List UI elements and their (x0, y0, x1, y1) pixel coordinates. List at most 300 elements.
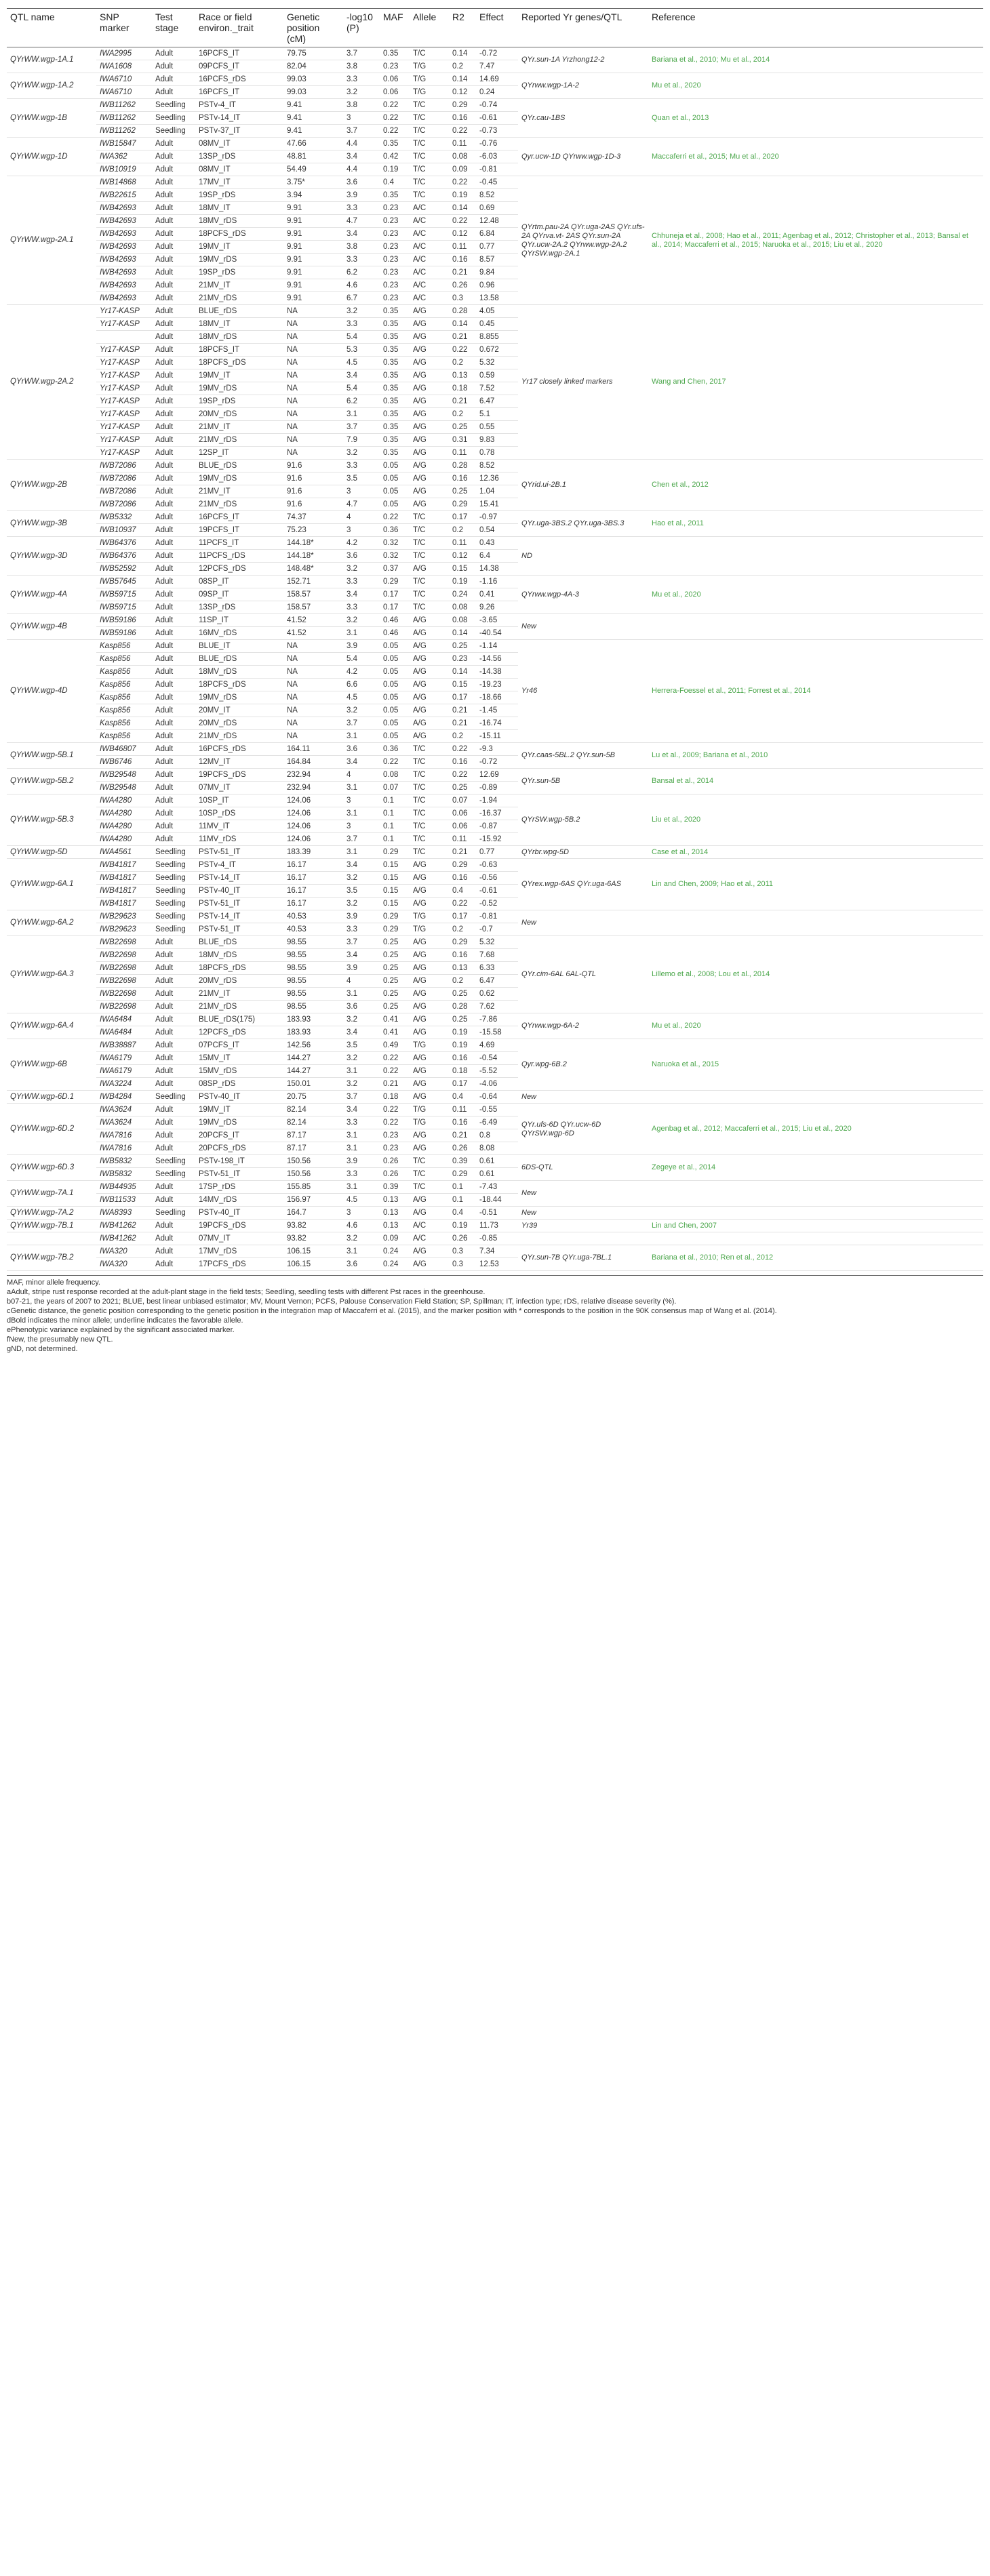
r-squared: 0.16 (449, 1052, 476, 1065)
test-stage: Adult (152, 1129, 195, 1142)
race-environ: 18MV_rDS (195, 331, 283, 344)
r-squared: 0.14 (449, 627, 476, 640)
reference-link[interactable]: Bariana et al., 2010; Ren et al., 2012 (648, 1245, 983, 1271)
maf: 0.49 (380, 1039, 410, 1052)
allele: A/G (410, 1013, 449, 1026)
log-p: 4.6 (343, 1220, 380, 1232)
genetic-position: 16.17 (283, 859, 343, 872)
test-stage: Adult (152, 1078, 195, 1091)
effect: 0.77 (476, 846, 518, 859)
maf: 0.05 (380, 717, 410, 730)
maf: 0.05 (380, 691, 410, 704)
effect: -0.89 (476, 782, 518, 794)
log-p: 6.7 (343, 292, 380, 305)
maf: 0.23 (380, 1129, 410, 1142)
log-p: 3.7 (343, 47, 380, 60)
allele: T/C (410, 576, 449, 588)
maf: 0.22 (380, 112, 410, 125)
reference-link[interactable]: Lin and Chen, 2007 (648, 1220, 983, 1232)
table-row (7, 138, 983, 150)
snp-marker: Yr17-KASP (96, 434, 152, 447)
race-environ: 07MV_IT (195, 782, 283, 794)
race-environ: 18PCFS_rDS (195, 357, 283, 369)
snp-marker: IWB42693 (96, 266, 152, 279)
qtl-name: QYrWW.wgp-6D.3 (7, 1155, 96, 1181)
allele: A/G (410, 1065, 449, 1078)
r-squared: 0.2 (449, 60, 476, 73)
race-environ: 19PCFS_rDS (195, 1220, 283, 1232)
table-row (7, 614, 983, 627)
log-p: 4 (343, 511, 380, 524)
effect: 0.43 (476, 537, 518, 550)
test-stage: Adult (152, 357, 195, 369)
genetic-position: NA (283, 653, 343, 666)
race-environ: PSTv-4_IT (195, 99, 283, 112)
race-environ: 20MV_rDS (195, 717, 283, 730)
allele: T/C (410, 1155, 449, 1168)
race-environ: 12PCFS_rDS (195, 1026, 283, 1039)
snp-marker: IWB11262 (96, 112, 152, 125)
race-environ: 16PCFS_IT (195, 511, 283, 524)
genetic-position: 183.93 (283, 1026, 343, 1039)
log-p: 3.9 (343, 962, 380, 975)
table-row (7, 1104, 983, 1116)
test-stage: Adult (152, 936, 195, 949)
footnote: dBold indicates the minor allele; underline indicates the favorable allele. (7, 1316, 243, 1325)
race-environ: PSTv-51_IT (195, 898, 283, 910)
genetic-position: 87.17 (283, 1129, 343, 1142)
allele: A/G (410, 318, 449, 331)
maf: 0.25 (380, 936, 410, 949)
log-p: 3.1 (343, 1129, 380, 1142)
genetic-position: 9.91 (283, 292, 343, 305)
r-squared: 0.12 (449, 550, 476, 563)
log-p: 3.8 (343, 60, 380, 73)
r-squared: 0.15 (449, 563, 476, 576)
log-p: 4.5 (343, 357, 380, 369)
log-p: 3.6 (343, 550, 380, 563)
maf: 0.25 (380, 1001, 410, 1013)
allele: T/C (410, 588, 449, 601)
table-row (7, 859, 983, 872)
allele: A/G (410, 1052, 449, 1065)
r-squared: 0.14 (449, 202, 476, 215)
effect: -14.38 (476, 666, 518, 679)
test-stage: Adult (152, 691, 195, 704)
race-environ: 12PCFS_rDS (195, 563, 283, 576)
reference-link[interactable]: Chhuneja et al., 2008; Hao et al., 2011; Agenbag et al., 2012; Christopher et al., 2013; Bansal et al., 2014; Maccaferri et al., 2015; Naruoka et al., 2015; Liu et al., 2020 (648, 176, 983, 305)
race-environ: PSTv-51_IT (195, 923, 283, 936)
race-environ: 13SP_rDS (195, 150, 283, 163)
allele: A/C (410, 1220, 449, 1232)
reference-link[interactable]: Naruoka et al., 2015 (648, 1039, 983, 1091)
race-environ: BLUE_rDS (195, 460, 283, 472)
log-p: 3.2 (343, 305, 380, 318)
race-environ: 09PCFS_IT (195, 60, 283, 73)
log-p: 3.2 (343, 563, 380, 576)
qtl-name: QYrWW.wgp-1D (7, 138, 96, 176)
r-squared: 0.11 (449, 138, 476, 150)
effect: 4.69 (476, 1039, 518, 1052)
race-environ: 19MV_IT (195, 369, 283, 382)
effect: -0.72 (476, 47, 518, 60)
maf: 0.22 (380, 99, 410, 112)
r-squared: 0.25 (449, 1013, 476, 1026)
table-row (7, 99, 983, 112)
maf: 0.1 (380, 820, 410, 833)
effect: -0.56 (476, 872, 518, 885)
effect: -19.23 (476, 679, 518, 691)
snp-marker: IWA3224 (96, 1078, 152, 1091)
maf: 0.35 (380, 331, 410, 344)
reference-link[interactable]: Mu et al., 2020 (648, 576, 983, 614)
log-p: 3.3 (343, 1168, 380, 1181)
table-row (7, 1155, 983, 1168)
reference-link[interactable] (648, 1207, 983, 1220)
genetic-position: 152.71 (283, 576, 343, 588)
race-environ: 21MV_IT (195, 279, 283, 292)
snp-marker (96, 331, 152, 344)
table-container (7, 8, 983, 1354)
snp-marker: IWB41817 (96, 872, 152, 885)
race-environ: 20MV_rDS (195, 408, 283, 421)
race-environ: 18MV_rDS (195, 666, 283, 679)
log-p: 3.3 (343, 318, 380, 331)
effect: -1.45 (476, 704, 518, 717)
reference-link[interactable]: Maccaferri et al., 2015; Mu et al., 2020 (648, 138, 983, 176)
snp-marker: IWB72086 (96, 498, 152, 511)
reported-yr-genes: 6DS-QTL (518, 1155, 648, 1181)
maf: 0.05 (380, 485, 410, 498)
maf: 0.23 (380, 60, 410, 73)
allele: A/G (410, 563, 449, 576)
reference-link[interactable]: Mu et al., 2020 (648, 73, 983, 99)
snp-marker: IWB41817 (96, 859, 152, 872)
allele: T/C (410, 1168, 449, 1181)
reference-link[interactable]: Quan et al., 2013 (648, 99, 983, 138)
genetic-position: NA (283, 704, 343, 717)
table-row (7, 73, 983, 86)
snp-marker: IWA6179 (96, 1065, 152, 1078)
table-row (7, 176, 983, 189)
footnote: MAF, minor allele frequency. (7, 1279, 100, 1287)
effect: 7.47 (476, 60, 518, 73)
test-stage: Adult (152, 189, 195, 202)
maf: 0.05 (380, 460, 410, 472)
race-environ: 19SP_rDS (195, 266, 283, 279)
r-squared: 0.29 (449, 498, 476, 511)
qtl-name: QYrWW.wgp-4A (7, 576, 96, 614)
reference-link[interactable]: Agenbag et al., 2012; Maccaferri et al., 2015; Liu et al., 2020 (648, 1104, 983, 1155)
genetic-position: NA (283, 395, 343, 408)
effect: -0.74 (476, 99, 518, 112)
test-stage: Adult (152, 254, 195, 266)
test-stage: Adult (152, 1013, 195, 1026)
r-squared: 0.25 (449, 782, 476, 794)
test-stage: Adult (152, 305, 195, 318)
allele: A/G (410, 1078, 449, 1091)
snp-marker: IWB6746 (96, 756, 152, 769)
allele: A/G (410, 305, 449, 318)
qtl-name: QYrWW.wgp-4B (7, 614, 96, 640)
reported-yr-genes: QYr.uga-3BS.2 QYr.uga-3BS.3 (518, 511, 648, 537)
test-stage: Adult (152, 266, 195, 279)
snp-marker: IWB5832 (96, 1155, 152, 1168)
test-stage: Adult (152, 485, 195, 498)
allele: A/G (410, 949, 449, 962)
snp-marker: IWB10937 (96, 524, 152, 537)
snp-marker: Kasp856 (96, 679, 152, 691)
log-p: 5.4 (343, 331, 380, 344)
effect: -3.65 (476, 614, 518, 627)
test-stage: Adult (152, 576, 195, 588)
log-p: 3.6 (343, 176, 380, 189)
genetic-position: 3.94 (283, 189, 343, 202)
snp-marker: IWB29548 (96, 782, 152, 794)
race-environ: 16PCFS_rDS (195, 743, 283, 756)
effect: -0.55 (476, 1104, 518, 1116)
qtl-name: QYrWW.wgp-1A.1 (7, 47, 96, 73)
test-stage: Adult (152, 382, 195, 395)
r-squared: 0.25 (449, 485, 476, 498)
r-squared: 0.08 (449, 601, 476, 614)
allele: T/G (410, 923, 449, 936)
snp-marker: Yr17-KASP (96, 382, 152, 395)
log-p: 4.5 (343, 691, 380, 704)
r-squared: 0.11 (449, 833, 476, 846)
allele: T/G (410, 60, 449, 73)
log-p: 3.2 (343, 1078, 380, 1091)
allele: T/C (410, 138, 449, 150)
reference-link[interactable] (648, 614, 983, 640)
reference-link[interactable] (648, 910, 983, 936)
effect: -16.37 (476, 807, 518, 820)
test-stage: Adult (152, 563, 195, 576)
r-squared: 0.07 (449, 794, 476, 807)
snp-marker: Yr17-KASP (96, 305, 152, 318)
r-squared: 0.3 (449, 1258, 476, 1271)
reference-link[interactable]: Lu et al., 2009; Bariana et al., 2010 (648, 743, 983, 769)
reported-yr-genes: ND (518, 537, 648, 576)
genetic-position: 124.06 (283, 833, 343, 846)
log-p: 3.1 (343, 807, 380, 820)
race-environ: 19MV_rDS (195, 1116, 283, 1129)
maf: 0.29 (380, 910, 410, 923)
effect: 6.4 (476, 550, 518, 563)
race-environ: PSTv-14_IT (195, 872, 283, 885)
effect: -0.61 (476, 885, 518, 898)
maf: 0.05 (380, 640, 410, 653)
effect: 7.52 (476, 382, 518, 395)
test-stage: Seedling (152, 1091, 195, 1104)
genetic-position: 41.52 (283, 614, 343, 627)
allele: A/G (410, 331, 449, 344)
log-p: 3.5 (343, 885, 380, 898)
snp-marker: Kasp856 (96, 653, 152, 666)
qtl-name: QYrWW.wgp-7A.2 (7, 1207, 96, 1220)
reported-yr-genes: QYr.sun-7B QYr.uga-7BL.1 (518, 1245, 648, 1271)
table-row (7, 537, 983, 550)
snp-marker: IWB41817 (96, 898, 152, 910)
reference-link[interactable]: Bansal et al., 2014 (648, 769, 983, 794)
maf: 0.05 (380, 472, 410, 485)
snp-marker: IWB42693 (96, 254, 152, 266)
maf: 0.35 (380, 305, 410, 318)
qtl-name: QYrWW.wgp-3D (7, 537, 96, 576)
test-stage: Adult (152, 408, 195, 421)
allele: T/C (410, 794, 449, 807)
log-p: 3.2 (343, 704, 380, 717)
genetic-position: 155.85 (283, 1181, 343, 1194)
effect: -1.16 (476, 576, 518, 588)
maf: 0.05 (380, 704, 410, 717)
effect: 12.53 (476, 1258, 518, 1271)
test-stage: Adult (152, 60, 195, 73)
allele: T/C (410, 1181, 449, 1194)
reference-link[interactable]: Zegeye et al., 2014 (648, 1155, 983, 1181)
r-squared: 0.4 (449, 1091, 476, 1104)
reference-link[interactable] (648, 537, 983, 576)
allele: A/G (410, 898, 449, 910)
maf: 0.37 (380, 563, 410, 576)
reference-link[interactable]: Herrera-Foessel et al., 2011; Forrest et al., 2014 (648, 640, 983, 743)
reported-yr-genes: QYr.caas-5BL.2 QYr.sun-5B (518, 743, 648, 769)
test-stage: Seedling (152, 112, 195, 125)
qtl-name: QYrWW.wgp-6A.1 (7, 859, 96, 910)
table-row (7, 640, 983, 653)
effect: 6.47 (476, 975, 518, 988)
snp-marker: IWA7816 (96, 1142, 152, 1155)
table-row (7, 1220, 983, 1232)
race-environ: 21MV_rDS (195, 292, 283, 305)
race-environ: BLUE_IT (195, 640, 283, 653)
table-row (7, 511, 983, 524)
allele: A/G (410, 679, 449, 691)
allele: T/G (410, 1039, 449, 1052)
effect: 5.32 (476, 357, 518, 369)
snp-marker: IWB11533 (96, 1194, 152, 1207)
table-row (7, 794, 983, 807)
effect: -0.61 (476, 112, 518, 125)
reference-link[interactable]: Wang and Chen, 2017 (648, 305, 983, 460)
header-allele: Allele (410, 9, 449, 47)
snp-marker: IWB29623 (96, 923, 152, 936)
reference-link[interactable] (648, 1181, 983, 1207)
log-p: 4 (343, 769, 380, 782)
snp-marker: IWB46807 (96, 743, 152, 756)
maf: 0.35 (380, 382, 410, 395)
race-environ: 11MV_IT (195, 820, 283, 833)
allele: A/G (410, 936, 449, 949)
snp-marker: Kasp856 (96, 730, 152, 743)
reported-yr-genes: QYr.ufs-6D QYr.ucw-6D QYrSW.wgp-6D (518, 1104, 648, 1155)
reference-link[interactable]: Lillemo et al., 2008; Lou et al., 2014 (648, 936, 983, 1013)
maf: 0.22 (380, 511, 410, 524)
log-p: 4.7 (343, 498, 380, 511)
table-body (7, 47, 983, 1271)
allele: A/C (410, 1232, 449, 1245)
genetic-position: 183.39 (283, 846, 343, 859)
allele: A/G (410, 975, 449, 988)
r-squared: 0.29 (449, 936, 476, 949)
qtl-name: QYrWW.wgp-5B.1 (7, 743, 96, 769)
log-p: 3.4 (343, 369, 380, 382)
allele: A/G (410, 1258, 449, 1271)
qtl-name: QYrWW.wgp-1A.2 (7, 73, 96, 99)
genetic-position: 124.06 (283, 807, 343, 820)
genetic-position: 16.17 (283, 885, 343, 898)
log-p: 3.1 (343, 782, 380, 794)
maf: 0.22 (380, 1104, 410, 1116)
table-row (7, 936, 983, 949)
reported-yr-genes: New (518, 910, 648, 936)
genetic-position: 20.75 (283, 1091, 343, 1104)
reference-link[interactable]: Hao et al., 2011 (648, 511, 983, 537)
snp-marker: IWB41262 (96, 1232, 152, 1245)
log-p: 3.1 (343, 988, 380, 1001)
effect: -1.14 (476, 640, 518, 653)
r-squared: 0.14 (449, 318, 476, 331)
genetic-position: 82.14 (283, 1104, 343, 1116)
effect: -0.7 (476, 923, 518, 936)
log-p: 3.1 (343, 1142, 380, 1155)
test-stage: Adult (152, 421, 195, 434)
reference-link[interactable]: Bariana et al., 2010; Mu et al., 2014 (648, 47, 983, 73)
effect: 0.78 (476, 447, 518, 460)
r-squared: 0.1 (449, 1194, 476, 1207)
reference-link[interactable]: Liu et al., 2020 (648, 794, 983, 846)
race-environ: PSTv-51_IT (195, 1168, 283, 1181)
reference-link[interactable] (648, 1232, 983, 1245)
snp-marker: IWB5832 (96, 1168, 152, 1181)
reference-link[interactable]: Case et al., 2014 (648, 846, 983, 859)
reference-link[interactable]: Lin and Chen, 2009; Hao et al., 2011 (648, 859, 983, 910)
reference-link[interactable]: Mu et al., 2020 (648, 1013, 983, 1039)
table-row (7, 1245, 983, 1258)
allele: A/G (410, 1001, 449, 1013)
maf: 0.36 (380, 524, 410, 537)
test-stage: Adult (152, 1026, 195, 1039)
race-environ: PSTv-4_IT (195, 859, 283, 872)
allele: T/C (410, 601, 449, 614)
maf: 0.39 (380, 1181, 410, 1194)
effect: -14.56 (476, 653, 518, 666)
snp-marker: IWB59715 (96, 588, 152, 601)
test-stage: Adult (152, 73, 195, 86)
maf: 0.35 (380, 138, 410, 150)
maf: 0.06 (380, 73, 410, 86)
test-stage: Seedling (152, 885, 195, 898)
log-p: 3.3 (343, 601, 380, 614)
genetic-position: 156.97 (283, 1194, 343, 1207)
maf: 0.35 (380, 447, 410, 460)
reported-yr-genes: QYr.cim-6AL 6AL-QTL (518, 936, 648, 1013)
reference-link[interactable]: Chen et al., 2012 (648, 460, 983, 511)
allele: T/C (410, 807, 449, 820)
maf: 0.35 (380, 395, 410, 408)
test-stage: Adult (152, 717, 195, 730)
qtl-name: QYrWW.wgp-5D (7, 846, 96, 859)
race-environ: 18MV_IT (195, 318, 283, 331)
reference-link[interactable] (648, 1091, 983, 1104)
race-environ: 10SP_rDS (195, 807, 283, 820)
r-squared: 0.22 (449, 769, 476, 782)
qtl-name: QYrWW.wgp-3B (7, 511, 96, 537)
maf: 0.1 (380, 833, 410, 846)
log-p: 5.3 (343, 344, 380, 357)
effect: 0.61 (476, 1168, 518, 1181)
race-environ: 14MV_rDS (195, 1194, 283, 1207)
